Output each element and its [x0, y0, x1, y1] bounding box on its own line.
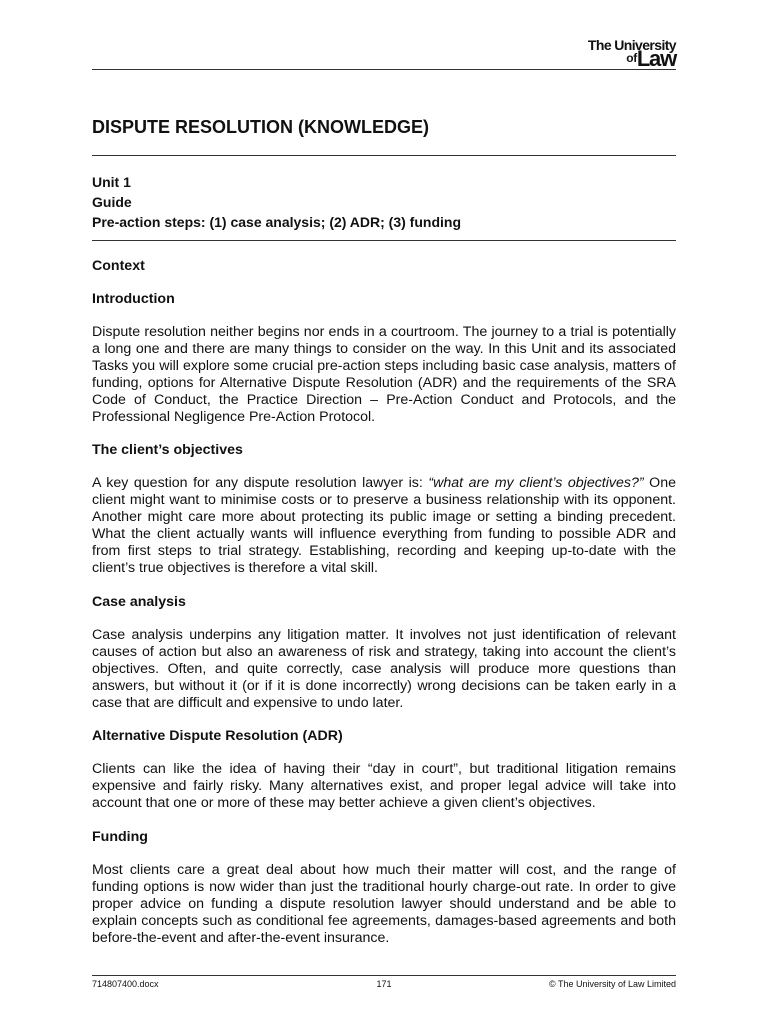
body-content	[92, 258, 676, 947]
introduction-heading: Introduction	[92, 291, 175, 307]
unit-block	[92, 172, 461, 232]
unit-subtitle: Pre-action steps: (1) case analysis; (2) ADR; (3) funding	[92, 214, 461, 230]
footer-copyright: © The University of Law Limited	[548, 979, 676, 989]
adr-paragraph: Clients can like the idea of having their “day in court”, but traditional litigation remains expensive and fairly risky. Many alternatives exist, and proper legal advice will take into account that one or more of these may better achieve a given client’s objectives.	[92, 761, 676, 812]
footer-filename: 714807400.docx	[92, 979, 159, 989]
funding-paragraph: Most clients care a great deal about how much their matter will cost, and the range of funding options is now wider than just the traditional hourly charge-out rate. In order to give proper advice on funding a dispute resolution lawyer should understand and be able to explain concepts such as conditional fee agreements, damages-based agreements and both before-the-event and after-the-event insurance.	[92, 862, 676, 946]
objectives-quote: “what are my client’s objectives?”	[428, 475, 644, 492]
adr-heading: Alternative Dispute Resolution (ADR)	[92, 728, 343, 745]
university-logo	[588, 38, 676, 71]
footer-page-number: 171	[376, 979, 392, 989]
objectives-paragraph: A key question for any dispute resolution lawyer is: “what are my client’s objectives?” One client might want to minimise costs or to preserve a business relationship with its opponent. Another might care more about protecting its public image or setting a binding precedent. What the client actually wants will influence everything from funding to possible ADR and from first steps to trial strategy. Establishing, recording and keeping up-to-date with the client’s true objectives is therefore a vital skill.	[92, 475, 676, 576]
logo-of: of	[626, 51, 637, 65]
header-rule	[92, 69, 676, 70]
case-analysis-paragraph: Case analysis underpins any litigation matter. It involves not just identification of relevant causes of action but also an awareness of risk and strategy, taking into account the client’s objectives. Often, and quite correctly, case analysis will produce more questions than answers, but without it (or if it is done incorrectly) wrong decisions can be taken early in a case that are difficult and expensive to undo later.	[92, 626, 676, 711]
logo-law: Law	[636, 46, 676, 71]
context-heading: Context	[92, 258, 145, 274]
objectives-heading: The client’s objectives	[92, 442, 243, 459]
title-rule	[92, 155, 676, 156]
logo-line-university: The University	[587, 37, 676, 53]
unit-rule	[92, 240, 676, 241]
introduction-paragraph: Dispute resolution neither begins nor ends in a courtroom. The journey to a trial is potentially a long one and there are many things to consider on the way. In this Unit and its associated Tasks you will explore some crucial pre-action steps including basic case analysis, matters of funding, options for Alternative Dispute Resolution (ADR) and the requirements of the SRA Code of Conduct, the Practice Direction – Pre-Action Conduct and Protocols, and the Professional Negligence Pre-Action Protocol.	[92, 324, 676, 425]
funding-heading: Funding	[92, 829, 148, 846]
unit-number: Unit 1	[92, 174, 131, 190]
unit-type: Guide	[92, 194, 132, 210]
footer-rule	[92, 975, 676, 976]
document-title: DISPUTE RESOLUTION (KNOWLEDGE)	[92, 117, 429, 137]
case-analysis-heading: Case analysis	[92, 593, 186, 610]
